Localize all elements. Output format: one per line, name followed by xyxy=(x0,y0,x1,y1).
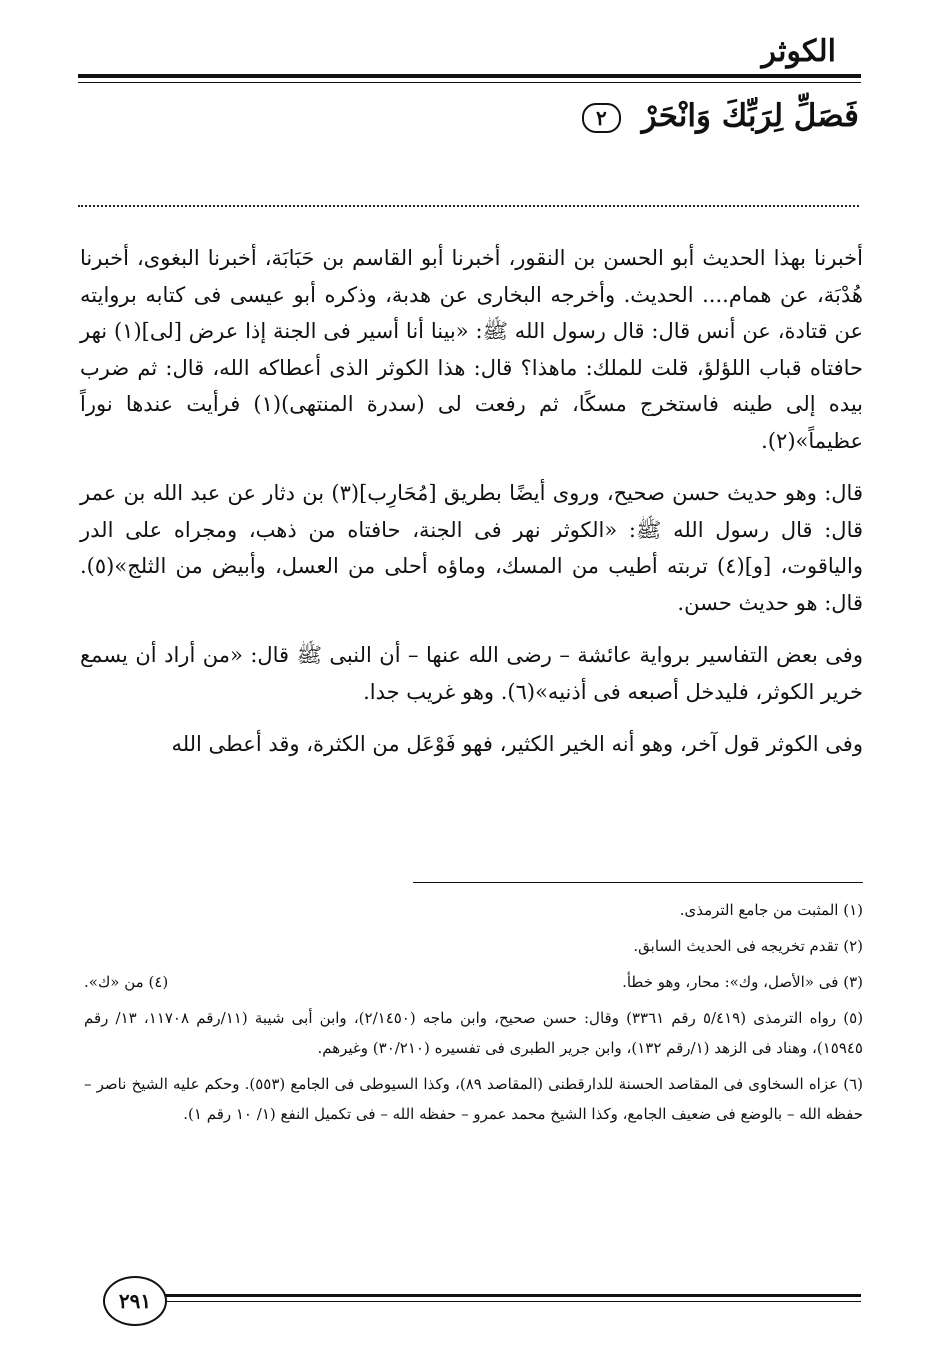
page-number: ٢٩١ xyxy=(103,1276,167,1326)
verse-number-ornament: ٢ xyxy=(582,103,621,133)
running-header-surah-name: الكوثر xyxy=(761,34,836,69)
footnote-5: (٥) رواه الترمذى (٥/٤١٩ رقم ٣٣٦١) وقال: حسن صحيح، وابن ماجه (٢/١٤٥٠)، وابن أبى شيبة (١١/رقم ١١٧٠٨، ١٣/ رقم ١٥٩٤٥)، وهناد فى الزهد (١/رقم ١٣٢)، وابن جرير الطبرى فى تفسيره (٣٠/٢١٠) وغيرهم. xyxy=(84,1009,864,1057)
footnote-1: (١) المثبت من جامع الترمذى. xyxy=(679,901,863,919)
section-title xyxy=(59,98,859,134)
footnote-2: (٢) تقدم تخريجه فى الحديث السابق. xyxy=(633,937,863,955)
paragraph-1: أخبرنا بهذا الحديث أبو الحسن بن النقور، أخبرنا أبو القاسم بن حَبَابَة، أخبرنا البغوى، أخبرنا هُدْبَة، عن همام.... الحديث. وأخرجه البخارى عن هدبة، وذكره أبو عيسى فى كتابه بروايته عن قتادة، عن أنس قال: قال رسول الله ﷺ: «بينا أنا أسير فى الجنة إذا عرض [لى](١) نهر حافتاه قباب اللؤلؤ، قلت للملك: ماهذا؟ قال: هذا الكوثر الذى أعطاكه الله، قال: ثم ضرب بيده إلى طينه فاستخرج مسكًا، ثم رفعت لى (سدرة المنتهى)(١) فرأيت عندها نوراً عظيماً»(٢). xyxy=(80,246,863,453)
header-rule-thin xyxy=(78,82,861,83)
footnote-row-3-4 xyxy=(84,967,863,997)
paragraph-3: وفى بعض التفاسير برواية عائشة – رضى الله عنها – أن النبى ﷺ قال: «من أراد أن يسمع خرير الكوثر، فليدخل أصبعه فى أذنيه»(٦). وهو غريب جدا. xyxy=(80,643,863,704)
footnote-6: (٦) عزاه السخاوى فى المقاصد الحسنة للدارقطنى (المقاصد ٨٩)، وكذا السيوطى فى الجامع (٥٥٣). وحكم عليه الشيخ ناصر – حفظه الله – بالوضع فى ضعيف الجامع، وكذا الشيخ محمد عمرو – حفظه الله – فى تكميل النفع (١/ ١٠ رقم ١). xyxy=(84,1075,863,1123)
footer-rule-thick xyxy=(160,1294,861,1297)
main-text xyxy=(80,240,863,763)
footnote-separator xyxy=(413,882,863,883)
dotted-separator xyxy=(78,205,859,207)
header-rule-thick xyxy=(78,74,861,78)
paragraph-2: قال: وهو حديث حسن صحيح، وروى أيضًا بطريق [مُحَارِب](٣) بن دثار عن عبد الله بن عمر قال: قال رسول الله ﷺ: «الكوثر نهر فى الجنة، حافتاه من ذهب، ومجراه على الدر والياقوت، [و](٤) تربته أطيب من المسك، وماؤه أحلى من العسل، وأبيض من الثلج»(٥). قال: هو حديث حسن. xyxy=(80,481,863,615)
footnote-4: (٤) من «ك». xyxy=(84,973,169,991)
footnote-3: (٣) فى «الأصل، وك»: محار، وهو خطأ. xyxy=(622,973,863,991)
section-title-text: فَصَلِّ لِرَبِّكَ وَانْحَرْ xyxy=(641,98,859,134)
paragraph-4: وفى الكوثر قول آخر، وهو أنه الخير الكثير، فهو فَوْعَل من الكثرة، وقد أعطى الله xyxy=(171,732,863,756)
footer-rule-thin xyxy=(160,1301,861,1302)
footnotes xyxy=(84,895,863,1135)
